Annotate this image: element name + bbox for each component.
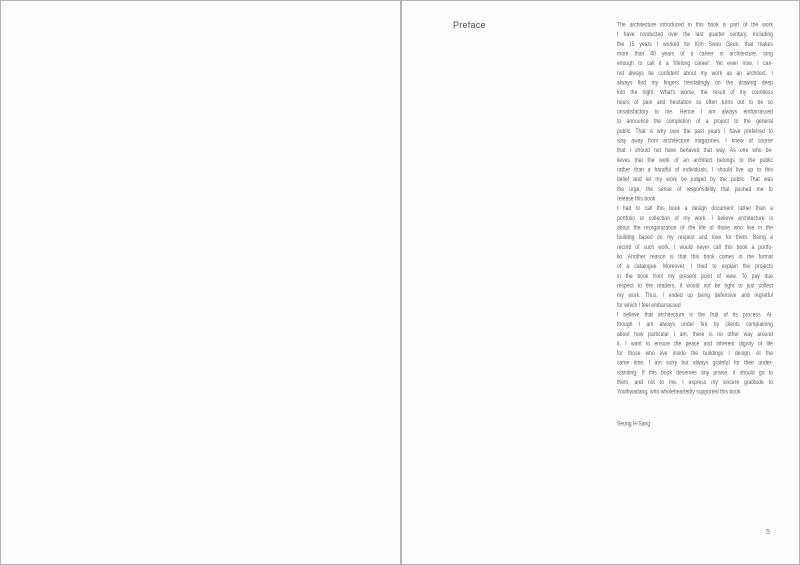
text-line: about how particular I am, there is no other way around bbox=[617, 330, 773, 338]
text-line: the 15 years I worked for Kim Swoo Geun, that makes bbox=[617, 40, 773, 48]
text-line: stay away from architecture magazines. I knew of course bbox=[617, 136, 773, 144]
text-line: not always be confident about my work as an architect. I bbox=[617, 69, 773, 77]
text-line: into the night. What's worse, the result of my countless bbox=[617, 88, 773, 96]
text-line: hours of pain and hesitation so often turns out to be so bbox=[617, 98, 773, 106]
text-line: lio. Another reason is that this book comes in the format bbox=[617, 252, 773, 260]
left-page-blank bbox=[2, 2, 400, 563]
text-line: rather than a handful of individuals, I should live up to this bbox=[617, 165, 773, 173]
text-line: of a catalogue. Moreover, I tried to explain the projects bbox=[617, 262, 773, 270]
text-line: to announce the completion of a project to the general bbox=[617, 117, 773, 125]
text-line: for which I feel embarrassed bbox=[617, 301, 681, 309]
text-line: Youlhwadang, who wholeheartedly supported this book bbox=[617, 388, 741, 396]
text-line: The architecture introduced in this book is part of the work bbox=[617, 21, 773, 28]
author-signature: Seung H-Sang bbox=[617, 420, 651, 427]
text-line: unsatisfactory to me. Hence I am always embarrassed bbox=[617, 107, 773, 115]
text-line: the urge, the sense of responsibility that pushed me to bbox=[617, 185, 773, 193]
preface-heading: Preface bbox=[453, 20, 486, 30]
text-line: for those who live inside the buildings I design. At the bbox=[617, 349, 773, 357]
text-line: building based on my respect and love for them. Being a bbox=[617, 233, 773, 241]
text-line: portfolio or collection of my work. I believe architecture is bbox=[617, 214, 773, 222]
text-line: public. That is why over the past years I have preferred to bbox=[617, 127, 773, 135]
text-line: lieves that the work of an architect belongs to the public bbox=[617, 156, 773, 164]
text-line: in the book from my present point of view. To pay due bbox=[617, 272, 773, 280]
text-line: I had to call this book a design document rather than a bbox=[617, 204, 773, 212]
page-number: 5 bbox=[766, 529, 770, 536]
right-page bbox=[402, 2, 800, 563]
text-line: belief and let my work be judged by the public. That was bbox=[617, 175, 773, 183]
text-line: about the reorganization of the life of those who live in the bbox=[617, 223, 773, 231]
text-line: same time, I am sorry but always grateful for their under- bbox=[617, 359, 773, 367]
text-line: respect to the readers, it would not be right to just collect bbox=[617, 281, 773, 289]
text-line: release this book bbox=[617, 194, 656, 202]
preface-body-text bbox=[617, 20, 773, 397]
text-line: record of such work, I would never call this book a portfo- bbox=[617, 243, 773, 251]
text-line: my work. Thus, I ended up being defensive and regretful bbox=[617, 291, 773, 299]
text-line: I have conducted over the last quarter century. Including bbox=[617, 30, 773, 38]
text-line: that I should not have behaved that way. As one who be- bbox=[617, 146, 773, 154]
text-line: I believe that architecture is the fruit of its process. Al- bbox=[617, 310, 773, 318]
text-line: them, and not to me. I express my sincere gratitude to bbox=[617, 378, 773, 386]
text-line: though I am always under fire by clients complaining bbox=[617, 320, 773, 328]
text-line: it. I want to ensure the peace and inherent dignity of life bbox=[617, 339, 773, 347]
text-line: standing. If this book deserves any praise, it should go to bbox=[617, 368, 773, 376]
text-line: more than 40 years of a career in architecture, long bbox=[617, 49, 773, 57]
text-line: enough to call it a 'lifelong career'. Yet even now, I can- bbox=[617, 59, 773, 67]
text-line: always find my fingers hesitatingly on the drawing deep bbox=[617, 78, 773, 86]
